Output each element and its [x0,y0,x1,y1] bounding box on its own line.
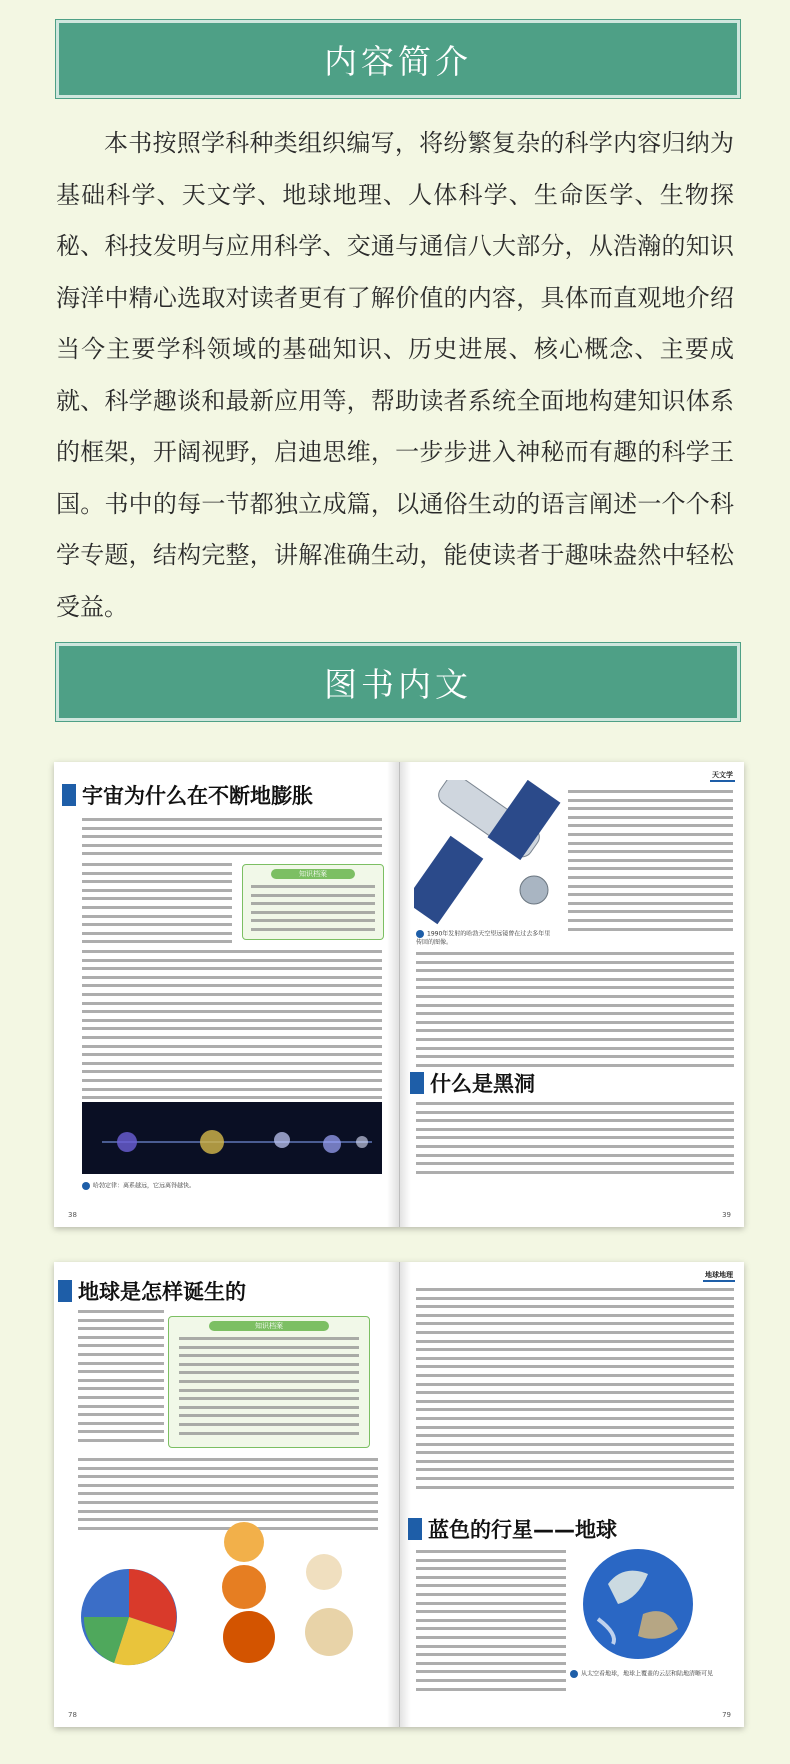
body-text-block [568,790,733,936]
caption-bullet-icon [82,1182,90,1190]
body-text-block [82,818,382,861]
knowledge-box [168,1316,370,1448]
pie-chart-illustration [74,1562,184,1672]
knowledge-box-title: 知识档案 [271,869,355,879]
page-number: 38 [68,1211,77,1219]
preview-heading: 图书内文 [324,664,472,704]
page-number: 79 [722,1711,731,1719]
title-bar-icon [62,784,76,806]
section-title: 地球是怎样诞生的 [58,1276,246,1306]
left-page [54,762,399,1227]
body-text-block [416,1288,734,1494]
intro-heading: 内容简介 [324,41,472,81]
body-text-block [82,863,232,949]
section-title: 什么是黑洞 [410,1068,535,1098]
intro-heading-banner [56,20,740,98]
caption-bullet-icon [416,930,424,938]
planet-formation-illustration [204,1512,384,1682]
section-title: 宇宙为什么在不断地膨胀 [62,780,313,810]
book-spread-earth [54,1262,744,1727]
book-spread-astronomy [54,762,744,1227]
section-tag: 地球地理 [703,1270,735,1282]
body-text-block [416,1102,734,1179]
title-bar-icon [410,1072,424,1094]
right-page [399,762,745,1227]
figure-caption: 1990年发射的哈勃天空望远镜曾在过去多年里传回的图像。 [416,930,551,946]
book-gutter [387,762,411,1227]
universe-expansion-illustration [82,1102,382,1174]
body-text-block [78,1310,164,1448]
body-text-block [416,952,734,1072]
figure-caption: 哈勃定律：离系越远，它远离得越快。 [82,1182,382,1191]
intro-paragraph: 本书按照学科种类组织编写，将纷繁复杂的科学内容归纳为基础科学、天文学、地球地理、人体科学、生命医学、生物探秘、科技发明与应用科学、交通与通信八大部分，从浩瀚的知识海洋中精心选取对读者更有了解价值的内容，具体而直观地介绍当今主要学科领域的基础知识、历史进展、核心概念、主要成就、科学趣谈和最新应用等，帮助读者系统全面地构建知识体系的框架，开阔视野，启迪思维，一步步进入神秘而有趣的科学王国。书中的每一节都独立成篇，以通俗生动的语言阐述一个个科学专题，结构完整，讲解准确生动，能使读者于趣味盎然中轻松受益。 [56,129,734,621]
knowledge-box-title: 知识档案 [209,1321,329,1331]
section-title: 蓝色的行星——地球 [408,1514,617,1544]
section-tag: 天文学 [710,770,735,782]
right-page [399,1262,745,1727]
figure-caption: 从太空看地球，地球上覆盖的云层和陆地清晰可见 [570,1670,730,1679]
caption-bullet-icon [570,1670,578,1678]
left-page [54,1262,399,1727]
book-gutter [387,1262,411,1727]
galaxy-timeline-icon [82,1102,382,1174]
body-text-block [82,950,382,1113]
title-bar-icon [58,1280,72,1302]
hubble-telescope-illustration [414,780,564,928]
page-number: 78 [68,1711,77,1719]
knowledge-box [242,864,384,940]
page-number: 39 [722,1211,731,1219]
earth-globe-illustration [578,1544,698,1664]
preview-heading-banner [56,643,740,721]
body-text-block [416,1550,566,1696]
